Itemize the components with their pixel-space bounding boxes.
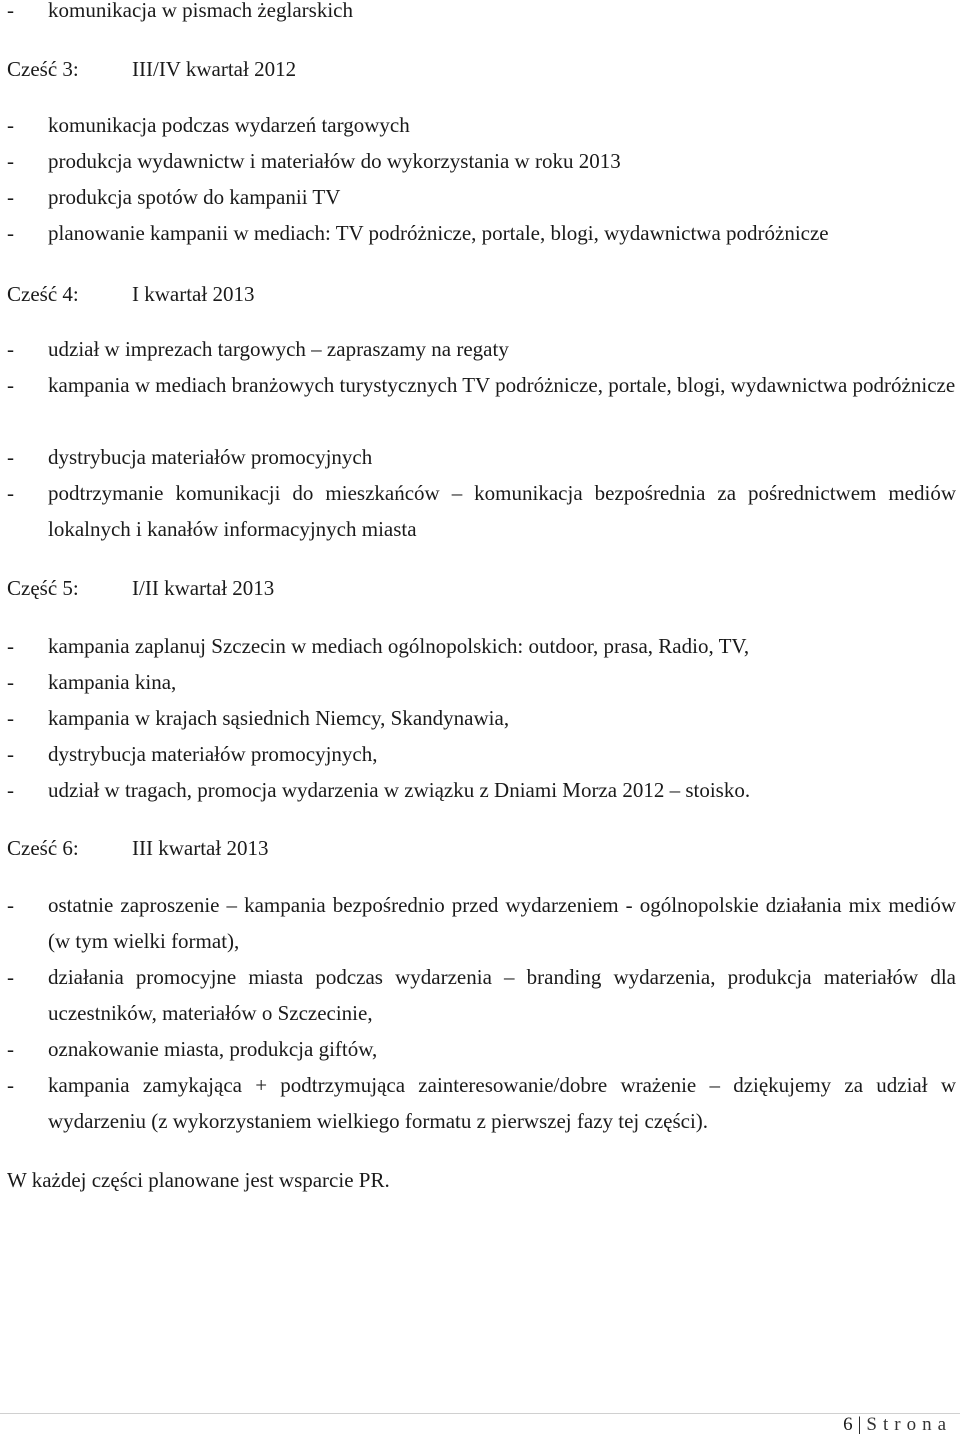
list-dash: - bbox=[7, 742, 14, 766]
list-item bbox=[7, 700, 956, 736]
list-item-text: działania promocyjne miasta podczas wydarzenia – branding wydarzenia, produkcja materiałów dla uczestników, materiałów o Szczecinie, bbox=[48, 965, 956, 1025]
list-item-text: kampania zamykająca + podtrzymująca zainteresowanie/dobre wrażenie – dziękujemy za udział w wydarzeniu (z wykorzystaniem wielkiego formatu z pierwszej fazy tej części). bbox=[48, 1073, 956, 1133]
section-heading-part-6 bbox=[7, 830, 268, 866]
list-item-text: komunikacja w pismach żeglarskich bbox=[48, 0, 353, 22]
page-number: 6 bbox=[843, 1414, 853, 1435]
section-period: I kwartał 2013 bbox=[132, 282, 255, 306]
page-footer bbox=[843, 1410, 952, 1440]
list-item bbox=[7, 215, 956, 251]
list-item-text: kampania w mediach branżowych turystycznych TV podróżnicze, portale, blogi, wydawnictwa podróżnicze bbox=[48, 373, 956, 397]
section-label: Część 5: bbox=[7, 576, 79, 600]
footer-page-word: Strona bbox=[866, 1414, 952, 1435]
closing-paragraph: W każdej części planowane jest wsparcie PR. bbox=[7, 1168, 390, 1192]
list-item bbox=[7, 887, 956, 959]
list-dash: - bbox=[7, 965, 14, 989]
section-label: Cześć 3: bbox=[7, 57, 79, 81]
list-dash: - bbox=[7, 670, 14, 694]
list-item-text: planowanie kampanii w mediach: TV podróżnicze, portale, blogi, wydawnictwa podróżnicze bbox=[48, 221, 829, 245]
list-item-text: udział w imprezach targowych – zapraszamy na regaty bbox=[48, 337, 509, 361]
list-item bbox=[7, 475, 956, 547]
list-item bbox=[7, 439, 956, 475]
list-item bbox=[7, 1031, 956, 1067]
list-item-text: dystrybucja materiałów promocyjnych bbox=[48, 445, 373, 469]
list-item bbox=[7, 736, 956, 772]
list-item-text: oznakowanie miasta, produkcja giftów, bbox=[48, 1037, 378, 1061]
list-dash: - bbox=[7, 149, 14, 173]
list-item bbox=[7, 959, 956, 1031]
list-dash: - bbox=[7, 893, 14, 917]
list-item-text: produkcja spotów do kampanii TV bbox=[48, 185, 341, 209]
list-item bbox=[7, 1067, 956, 1139]
section-label: Cześć 6: bbox=[7, 836, 79, 860]
list-item bbox=[7, 664, 956, 700]
list-item-text: dystrybucja materiałów promocyjnych, bbox=[48, 742, 378, 766]
list-dash: - bbox=[7, 634, 14, 658]
list-item-text: kampania w krajach sąsiednich Niemcy, Skandynawia, bbox=[48, 706, 510, 730]
list-item bbox=[7, 179, 956, 215]
footer-separator: | bbox=[857, 1414, 862, 1435]
list-item-text: kampania zaplanuj Szczecin w mediach ogólnopolskich: outdoor, prasa, Radio, TV, bbox=[48, 634, 750, 658]
list-dash: - bbox=[7, 445, 14, 469]
list-dash: - bbox=[7, 1037, 14, 1061]
list-dash: - bbox=[7, 0, 14, 22]
footer-divider bbox=[0, 1413, 960, 1414]
list-item bbox=[7, 772, 956, 808]
list-dash: - bbox=[7, 1073, 14, 1097]
list-item bbox=[7, 331, 956, 367]
section-heading-part-5 bbox=[7, 570, 274, 606]
list-item-text: ostatnie zaproszenie – kampania bezpośrednio przed wydarzeniem - ogólnopolskie działania mix mediów (w tym wielki format), bbox=[48, 893, 956, 953]
list-dash: - bbox=[7, 481, 14, 505]
list-item bbox=[7, 0, 956, 28]
list-item-text: podtrzymanie komunikacji do mieszkańców – komunikacja bezpośrednia za pośrednictwem mediów lokalnych i kanałów informacyjnych miasta bbox=[48, 481, 956, 541]
section-heading-part-3 bbox=[7, 51, 296, 87]
list-item bbox=[7, 143, 956, 179]
list-item-text: udział w tragach, promocja wydarzenia w związku z Dniami Morza 2012 – stoisko. bbox=[48, 778, 751, 802]
list-item-text: kampania kina, bbox=[48, 670, 177, 694]
list-item bbox=[7, 107, 956, 143]
list-dash: - bbox=[7, 337, 14, 361]
section-period: III/IV kwartał 2012 bbox=[132, 57, 297, 81]
list-dash: - bbox=[7, 778, 14, 802]
section-period: III kwartał 2013 bbox=[132, 836, 269, 860]
list-item-text: produkcja wydawnictw i materiałów do wykorzystania w roku 2013 bbox=[48, 149, 621, 173]
section-label: Cześć 4: bbox=[7, 282, 79, 306]
list-dash: - bbox=[7, 185, 14, 209]
list-item bbox=[7, 367, 956, 403]
list-dash: - bbox=[7, 221, 14, 245]
list-item-text: komunikacja podczas wydarzeń targowych bbox=[48, 113, 410, 137]
section-period: I/II kwartał 2013 bbox=[132, 576, 275, 600]
list-item bbox=[7, 628, 956, 664]
list-dash: - bbox=[7, 113, 14, 137]
list-dash: - bbox=[7, 706, 14, 730]
list-dash: - bbox=[7, 373, 14, 397]
section-heading-part-4 bbox=[7, 276, 254, 312]
